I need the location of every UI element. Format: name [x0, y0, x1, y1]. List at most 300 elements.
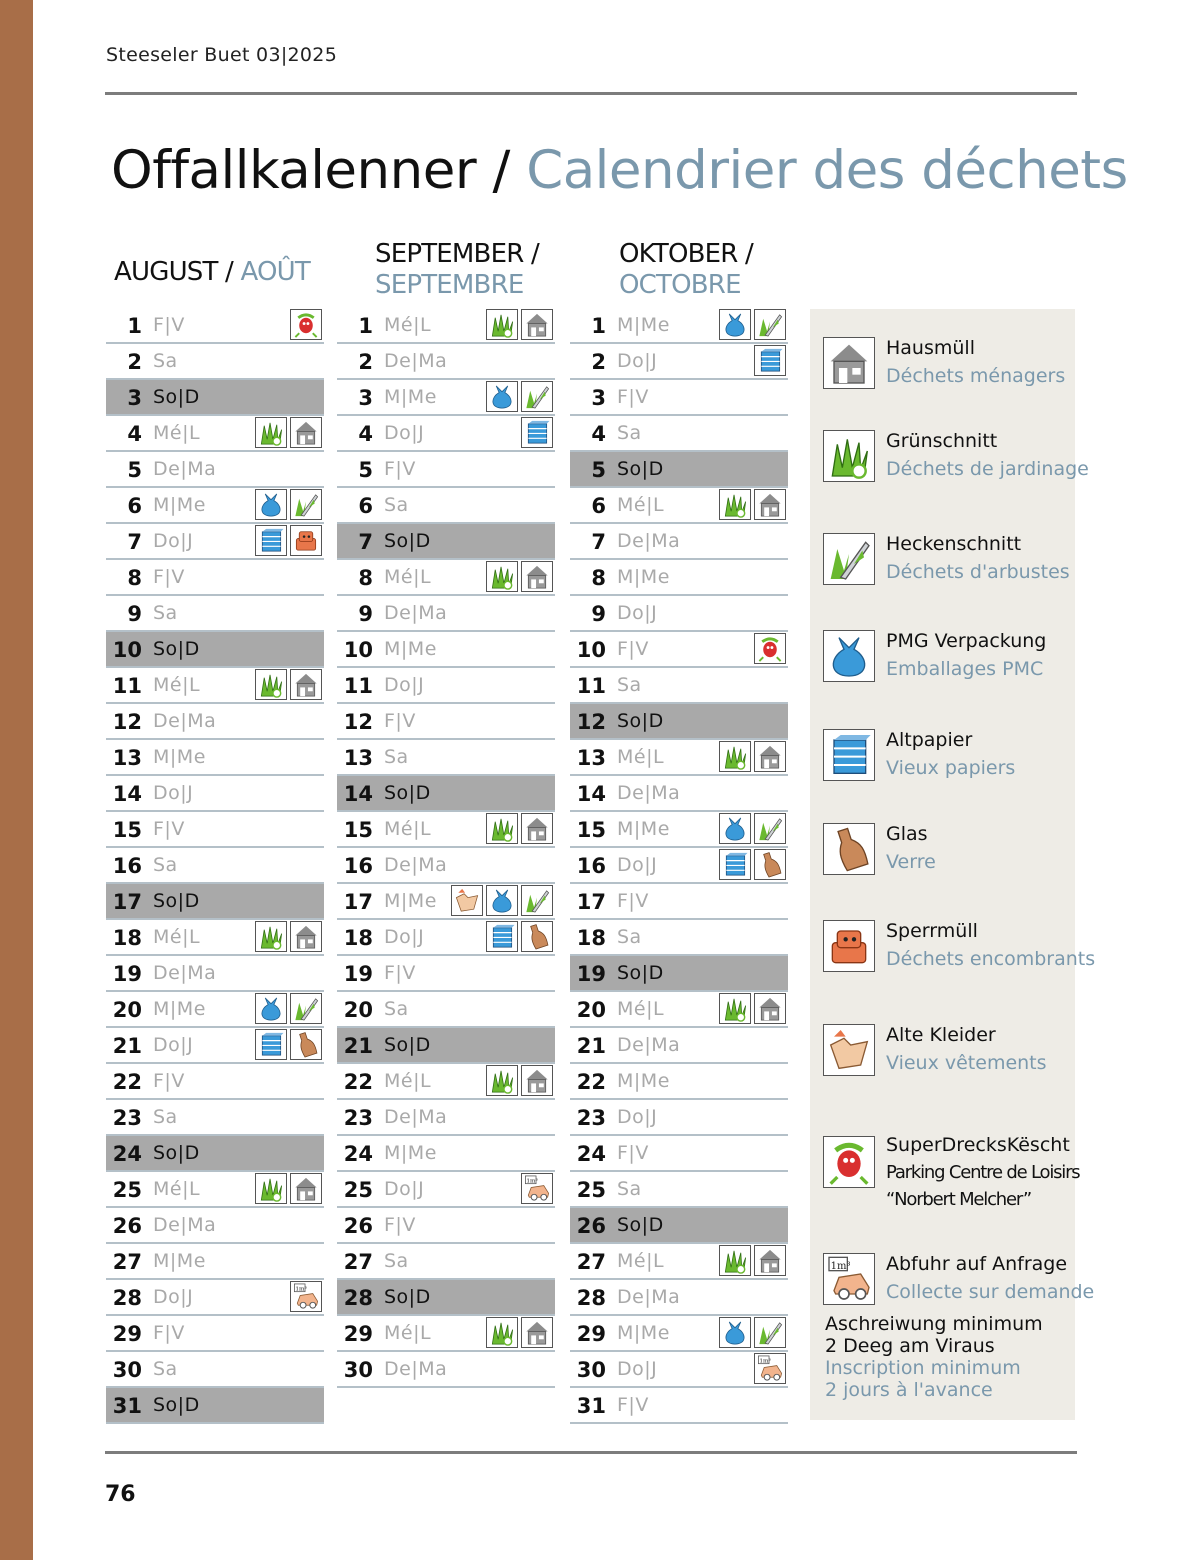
day-row — [570, 956, 788, 992]
weekday-label: F|V — [617, 890, 649, 912]
day-number: 14 — [576, 782, 606, 806]
weekday-label: De|Ma — [617, 1286, 681, 1308]
day-number: 9 — [127, 602, 142, 626]
hedge-saw-icon — [290, 993, 322, 1024]
legend-label-de: Hausmüll — [886, 337, 975, 359]
day-row — [337, 956, 555, 992]
collection-icons — [521, 417, 553, 448]
month-name-fr: SEPTEMBRE — [375, 270, 524, 300]
title-fr: Calendrier des déchets — [526, 140, 1128, 201]
paper-stack-icon — [719, 849, 751, 880]
weekday-label: Mé|L — [153, 1178, 201, 1200]
day-number: 8 — [358, 566, 373, 590]
day-row — [106, 524, 324, 560]
day-number: 24 — [576, 1142, 606, 1166]
day-row — [337, 1172, 555, 1208]
weekday-label: Mé|L — [153, 422, 201, 444]
day-row — [570, 596, 788, 632]
page-title — [111, 140, 1128, 201]
day-number: 24 — [112, 1142, 142, 1166]
day-row — [570, 812, 788, 848]
day-number: 10 — [576, 638, 606, 662]
day-number: 28 — [576, 1286, 606, 1310]
hedge-saw-icon — [754, 813, 786, 844]
weekday-label: So|D — [617, 962, 664, 984]
day-row — [337, 740, 555, 776]
weekday-label: De|Ma — [617, 1034, 681, 1056]
page-number: 76 — [105, 1482, 136, 1507]
day-number: 23 — [576, 1106, 606, 1130]
weekday-label: M|Me — [617, 818, 670, 840]
collection-icons — [486, 921, 553, 952]
glass-bottle-icon — [754, 849, 786, 880]
day-number: 21 — [343, 1034, 373, 1058]
day-number: 25 — [343, 1178, 373, 1202]
day-row — [337, 848, 555, 884]
note-de-line1: Aschreiwung minimum — [825, 1313, 1043, 1335]
day-row — [570, 308, 788, 344]
glass-bottle-icon — [823, 823, 875, 875]
grass-icon — [486, 1065, 518, 1096]
day-row — [570, 1352, 788, 1388]
collection-icons — [719, 813, 786, 844]
day-row — [106, 452, 324, 488]
weekday-label: M|Me — [384, 638, 437, 660]
weekday-label: M|Me — [617, 314, 670, 336]
collection-icons — [486, 1317, 553, 1348]
weekday-label: So|D — [384, 1034, 431, 1056]
weekday-label: So|D — [153, 1142, 200, 1164]
day-number: 25 — [112, 1178, 142, 1202]
grass-icon — [719, 993, 751, 1024]
weekday-label: M|Me — [153, 494, 206, 516]
day-row — [106, 632, 324, 668]
legend-label-de: SuperDrecksKëscht — [886, 1134, 1070, 1156]
hedge-saw-icon — [823, 533, 875, 585]
weekday-label: De|Ma — [153, 962, 217, 984]
weekday-label: F|V — [384, 458, 416, 480]
day-row — [106, 488, 324, 524]
weekday-label: Mé|L — [153, 926, 201, 948]
weekday-label: M|Me — [384, 386, 437, 408]
day-row — [106, 812, 324, 848]
weekday-label: De|Ma — [384, 854, 448, 876]
weekday-label: De|Ma — [153, 458, 217, 480]
day-number: 29 — [112, 1322, 142, 1346]
day-row — [106, 1100, 324, 1136]
weekday-label: Sa — [384, 494, 409, 516]
day-row — [106, 1388, 324, 1424]
weekday-label: F|V — [153, 314, 185, 336]
note-fr-line2: 2 jours à l'avance — [825, 1379, 993, 1401]
note-de-line2: 2 Deeg am Viraus — [825, 1335, 995, 1357]
svg-text:1m³: 1m³ — [295, 1286, 307, 1293]
day-row — [106, 668, 324, 704]
day-row — [337, 308, 555, 344]
day-row — [337, 1280, 555, 1316]
legend-label-fr: Déchets d'arbustes — [886, 561, 1070, 583]
weekday-label: De|Ma — [617, 782, 681, 804]
day-row — [337, 380, 555, 416]
collection-icons — [255, 921, 322, 952]
day-number: 4 — [127, 422, 142, 446]
day-number: 27 — [576, 1250, 606, 1274]
collection-icons — [255, 525, 322, 556]
day-row — [570, 1280, 788, 1316]
weekday-label: So|D — [617, 710, 664, 732]
sofa-icon — [290, 525, 322, 556]
weekday-label: Sa — [617, 926, 642, 948]
weekday-label: Sa — [384, 998, 409, 1020]
day-number: 20 — [576, 998, 606, 1022]
weekday-label: De|Ma — [384, 1106, 448, 1128]
weekday-label: Mé|L — [384, 314, 432, 336]
weekday-label: Mé|L — [384, 818, 432, 840]
legend-label-de: Abfuhr auf Anfrage — [886, 1253, 1068, 1275]
day-number: 14 — [343, 782, 373, 806]
day-row — [106, 1136, 324, 1172]
day-number: 6 — [591, 494, 606, 518]
day-number: 20 — [112, 998, 142, 1022]
day-row — [337, 812, 555, 848]
day-number: 16 — [112, 854, 142, 878]
day-row — [337, 704, 555, 740]
day-row — [570, 1064, 788, 1100]
day-number: 16 — [343, 854, 373, 878]
weekday-label: Sa — [153, 1358, 178, 1380]
weekday-label: So|D — [617, 1214, 664, 1236]
legend-label-fr: Vieux vêtements — [886, 1052, 1047, 1074]
day-row — [570, 668, 788, 704]
house-icon — [521, 561, 553, 592]
day-number: 8 — [127, 566, 142, 590]
day-row — [337, 344, 555, 380]
hedge-saw-icon — [521, 381, 553, 412]
collection-icons — [255, 669, 322, 700]
title-lu: Offallkalenner / — [111, 140, 510, 201]
weekday-label: M|Me — [617, 1070, 670, 1092]
house-icon — [754, 741, 786, 772]
weekday-label: Do|J — [384, 1178, 425, 1200]
weekday-label: F|V — [617, 638, 649, 660]
day-number: 24 — [343, 1142, 373, 1166]
day-number: 18 — [343, 926, 373, 950]
day-row — [106, 1244, 324, 1280]
pickup-1m3-icon — [290, 1281, 322, 1312]
day-number: 9 — [358, 602, 373, 626]
day-row — [570, 1388, 788, 1424]
month-name-lu: SEPTEMBER / — [375, 239, 539, 269]
weekday-label: Do|J — [153, 530, 194, 552]
grass-icon — [719, 741, 751, 772]
weekday-label: Do|J — [384, 422, 425, 444]
day-row — [337, 1100, 555, 1136]
hedge-saw-icon — [521, 885, 553, 916]
day-row — [337, 416, 555, 452]
day-number: 26 — [343, 1214, 373, 1238]
collection-icons — [486, 309, 553, 340]
weekday-label: F|V — [617, 1394, 649, 1416]
hedge-saw-icon — [290, 489, 322, 520]
pmc-bag-icon — [486, 885, 518, 916]
collection-icons — [754, 1353, 786, 1384]
day-number: 9 — [591, 602, 606, 626]
day-row — [106, 416, 324, 452]
weekday-label: Do|J — [617, 1106, 658, 1128]
day-number: 8 — [591, 566, 606, 590]
day-number: 4 — [358, 422, 373, 446]
hedge-saw-icon — [754, 1317, 786, 1348]
glass-bottle-icon — [521, 921, 553, 952]
bottom-rule — [105, 1451, 1077, 1454]
day-number: 18 — [112, 926, 142, 950]
day-number: 10 — [112, 638, 142, 662]
month-name-fr: AOÛT — [240, 257, 310, 287]
weekday-label: De|Ma — [384, 602, 448, 624]
hedge-saw-icon — [754, 309, 786, 340]
day-number: 22 — [112, 1070, 142, 1094]
day-number: 21 — [576, 1034, 606, 1058]
weekday-label: F|V — [617, 386, 649, 408]
day-number: 15 — [576, 818, 606, 842]
day-number: 23 — [112, 1106, 142, 1130]
weekday-label: Mé|L — [384, 1322, 432, 1344]
day-number: 1 — [358, 314, 373, 338]
day-row — [106, 704, 324, 740]
day-row — [106, 848, 324, 884]
day-row — [570, 344, 788, 380]
weekday-label: Do|J — [153, 782, 194, 804]
day-row — [570, 524, 788, 560]
day-number: 30 — [576, 1358, 606, 1382]
weekday-label: Do|J — [617, 1358, 658, 1380]
day-number: 28 — [112, 1286, 142, 1310]
legend-label-de: Alte Kleider — [886, 1024, 996, 1046]
superdreckskescht-icon — [754, 633, 786, 664]
day-row — [570, 1208, 788, 1244]
day-number: 3 — [358, 386, 373, 410]
legend-label-de: Grünschnitt — [886, 430, 998, 452]
day-number: 2 — [358, 350, 373, 374]
day-row — [337, 776, 555, 812]
day-row — [106, 380, 324, 416]
day-number: 26 — [112, 1214, 142, 1238]
day-row — [106, 596, 324, 632]
day-number: 7 — [591, 530, 606, 554]
collection-icons — [754, 345, 786, 376]
house-icon — [521, 309, 553, 340]
day-number: 23 — [343, 1106, 373, 1130]
svg-text:1m³: 1m³ — [759, 1358, 771, 1365]
day-number: 5 — [358, 458, 373, 482]
collection-icons — [255, 417, 322, 448]
day-number: 15 — [112, 818, 142, 842]
weekday-label: Sa — [153, 854, 178, 876]
weekday-label: So|D — [153, 1394, 200, 1416]
weekday-label: So|D — [153, 638, 200, 660]
weekday-label: Sa — [153, 350, 178, 372]
day-row — [570, 380, 788, 416]
day-row — [106, 1172, 324, 1208]
day-number: 3 — [591, 386, 606, 410]
day-number: 30 — [343, 1358, 373, 1382]
weekday-label: F|V — [617, 1142, 649, 1164]
collection-icons — [255, 993, 322, 1024]
side-color-strip — [0, 0, 33, 1560]
day-row — [570, 740, 788, 776]
weekday-label: So|D — [384, 530, 431, 552]
day-number: 13 — [112, 746, 142, 770]
weekday-label: Do|J — [617, 350, 658, 372]
day-number: 5 — [127, 458, 142, 482]
legend-label-fr: Déchets encombrants — [886, 948, 1096, 970]
weekday-label: M|Me — [153, 1250, 206, 1272]
month-name-fr: OCTOBRE — [619, 270, 741, 300]
collection-icons — [486, 1065, 553, 1096]
day-number: 11 — [576, 674, 606, 698]
day-number: 13 — [343, 746, 373, 770]
day-row — [570, 488, 788, 524]
day-number: 1 — [591, 314, 606, 338]
day-row — [337, 1208, 555, 1244]
collection-icons — [486, 561, 553, 592]
day-row — [570, 1316, 788, 1352]
weekday-label: Mé|L — [617, 746, 665, 768]
weekday-label: Mé|L — [153, 674, 201, 696]
day-row — [570, 848, 788, 884]
weekday-label: Do|J — [384, 674, 425, 696]
day-number: 28 — [343, 1286, 373, 1310]
weekday-label: F|V — [384, 1214, 416, 1236]
day-row — [106, 992, 324, 1028]
collection-icons — [486, 381, 553, 412]
day-row — [337, 560, 555, 596]
day-row — [570, 632, 788, 668]
legend-label-de: Heckenschnitt — [886, 533, 1022, 555]
weekday-label: M|Me — [617, 1322, 670, 1344]
collection-icons — [719, 993, 786, 1024]
collection-icons — [290, 309, 322, 340]
top-rule — [105, 92, 1077, 95]
house-icon — [754, 1245, 786, 1276]
legend-label-fr: Vieux papiers — [886, 757, 1016, 779]
month-heading-august — [114, 257, 310, 288]
collection-icons — [255, 1029, 322, 1060]
day-row — [337, 668, 555, 704]
weekday-label: So|D — [153, 386, 200, 408]
paper-stack-icon — [823, 729, 875, 781]
legend-label-de: Glas — [886, 823, 928, 845]
day-row — [106, 1280, 324, 1316]
day-row — [106, 560, 324, 596]
month-heading-oktober — [619, 239, 753, 301]
collection-icons — [290, 1281, 322, 1312]
collection-icons — [719, 1245, 786, 1276]
weekday-label: Mé|L — [384, 1070, 432, 1092]
house-icon — [290, 417, 322, 448]
day-number: 25 — [576, 1178, 606, 1202]
weekday-label: Mé|L — [384, 566, 432, 588]
day-row — [570, 884, 788, 920]
collection-icons — [255, 489, 322, 520]
collection-icons — [255, 1173, 322, 1204]
house-icon — [290, 1173, 322, 1204]
weekday-label: Do|J — [384, 926, 425, 948]
day-row — [337, 524, 555, 560]
day-row — [570, 1100, 788, 1136]
weekday-label: M|Me — [617, 566, 670, 588]
month-column-august — [106, 308, 324, 1424]
day-row — [570, 452, 788, 488]
day-row — [570, 1028, 788, 1064]
legend-label-de: Sperrmüll — [886, 920, 978, 942]
day-number: 2 — [591, 350, 606, 374]
day-row — [337, 596, 555, 632]
grass-icon — [255, 921, 287, 952]
weekday-label: F|V — [153, 818, 185, 840]
weekday-label: De|Ma — [153, 1214, 217, 1236]
day-number: 22 — [576, 1070, 606, 1094]
weekday-label: De|Ma — [153, 710, 217, 732]
paper-stack-icon — [521, 417, 553, 448]
collection-icons — [719, 849, 786, 880]
sofa-icon — [823, 920, 875, 972]
paper-stack-icon — [754, 345, 786, 376]
weekday-label: So|D — [384, 1286, 431, 1308]
day-number: 12 — [343, 710, 373, 734]
day-row — [106, 1028, 324, 1064]
weekday-label: So|D — [384, 782, 431, 804]
legend-panel — [810, 309, 1096, 1420]
day-number: 27 — [343, 1250, 373, 1274]
clothes-icon — [823, 1024, 875, 1076]
day-row — [106, 884, 324, 920]
weekday-label: De|Ma — [384, 1358, 448, 1380]
legend-label-fr: Déchets ménagers — [886, 365, 1066, 387]
grass-icon — [486, 561, 518, 592]
grass-icon — [719, 1245, 751, 1276]
weekday-label: Sa — [384, 746, 409, 768]
day-number: 20 — [343, 998, 373, 1022]
superdreckskescht-icon — [823, 1136, 875, 1188]
grass-icon — [486, 1317, 518, 1348]
day-row — [337, 1244, 555, 1280]
day-row — [106, 920, 324, 956]
weekday-label: So|D — [153, 890, 200, 912]
grass-icon — [255, 417, 287, 448]
pmc-bag-icon — [719, 1317, 751, 1348]
day-row — [106, 956, 324, 992]
day-number: 31 — [112, 1394, 142, 1418]
day-row — [337, 1028, 555, 1064]
day-number: 7 — [358, 530, 373, 554]
weekday-label: Sa — [153, 1106, 178, 1128]
pickup-1m3-icon — [754, 1353, 786, 1384]
pmc-bag-icon — [486, 381, 518, 412]
day-row — [570, 776, 788, 812]
day-number: 16 — [576, 854, 606, 878]
collection-icons — [451, 885, 553, 916]
day-number: 12 — [576, 710, 606, 734]
collection-icons — [754, 633, 786, 664]
collection-icons — [719, 1317, 786, 1348]
month-name-lu: AUGUST / — [114, 257, 234, 287]
day-number: 22 — [343, 1070, 373, 1094]
day-number: 27 — [112, 1250, 142, 1274]
day-number: 2 — [127, 350, 142, 374]
day-number: 11 — [343, 674, 373, 698]
grass-icon — [719, 489, 751, 520]
